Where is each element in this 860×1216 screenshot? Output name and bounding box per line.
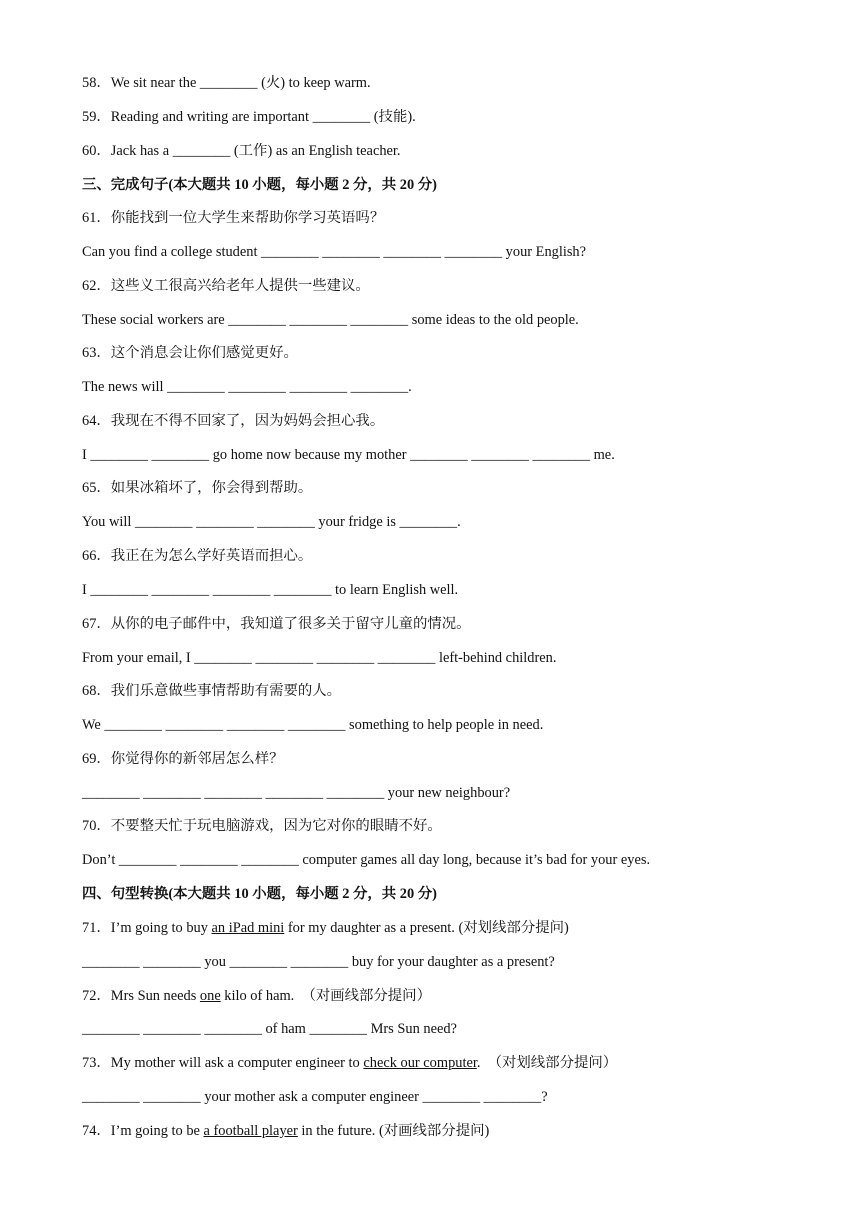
question-64-prompt: 64．我现在不得不回家了，因为妈妈会担心我。 bbox=[82, 413, 385, 429]
question-74-prompt bbox=[82, 1122, 489, 1140]
question-71-prompt bbox=[82, 919, 569, 937]
question-74-text-before: 74．I’m going to be bbox=[82, 1123, 204, 1139]
question-62-prompt: 62．这些义工很高兴给老年人提供一些建议。 bbox=[82, 278, 370, 294]
question-63-answer-line: The news will ________ ________ ________ ________. bbox=[82, 379, 412, 395]
question-59: 59．Reading and writing are important ________ (技能). bbox=[82, 109, 416, 125]
question-73-prompt bbox=[82, 1054, 617, 1072]
question-65-answer-line: You will ________ ________ ________ your fridge is ________. bbox=[82, 514, 461, 530]
question-73-underlined: check our computer bbox=[363, 1055, 477, 1071]
question-71-text-before: 71．I’m going to buy bbox=[82, 920, 212, 936]
question-68-prompt: 68．我们乐意做些事情帮助有需要的人。 bbox=[82, 683, 342, 699]
question-70-answer-line: Don’t ________ ________ ________ computer games all day long, because it’s bad for your eyes. bbox=[82, 852, 651, 868]
question-72-underlined: one bbox=[199, 988, 221, 1004]
question-69-answer-line: ________ ________ ________ ________ ________ your new neighbour? bbox=[82, 785, 511, 801]
question-71-answer-line: ________ ________ you ________ ________ buy for your daughter as a present? bbox=[82, 954, 555, 970]
question-70-prompt: 70．不要整天忙于玩电脑游戏，因为它对你的眼睛不好。 bbox=[82, 818, 442, 834]
question-65-prompt: 65．如果冰箱坏了，你会得到帮助。 bbox=[82, 480, 313, 496]
question-61-answer-line: Can you find a college student ________ ________ ________ ________ your English? bbox=[82, 244, 587, 260]
question-71-underlined: an iPad mini bbox=[211, 920, 285, 936]
question-73-text-before: 73．My mother will ask a computer engineer to bbox=[82, 1055, 364, 1071]
question-67-prompt: 67．从你的电子邮件中，我知道了很多关于留守儿童的情况。 bbox=[82, 616, 471, 632]
question-63-prompt: 63．这个消息会让你们感觉更好。 bbox=[82, 345, 298, 361]
question-67-answer-line: From your email, I ________ ________ ________ ________ left-behind children. bbox=[82, 650, 557, 666]
question-62-answer-line: These social workers are ________ ________ ________ some ideas to the old people. bbox=[82, 312, 579, 328]
question-72-text-after: kilo of ham. （对画线部分提问） bbox=[220, 988, 431, 1004]
question-66-prompt: 66．我正在为怎么学好英语而担心。 bbox=[82, 548, 313, 564]
question-60: 60．Jack has a ________ (工作) as an English teacher. bbox=[82, 143, 401, 159]
question-64-answer-line: I ________ ________ go home now because my mother ________ ________ ________ me. bbox=[82, 447, 615, 463]
section-3-heading: 三、完成句子(本大题共 10 小题，每小题 2 分，共 20 分) bbox=[82, 177, 437, 193]
question-73-answer-line: ________ ________ your mother ask a computer engineer ________ ________? bbox=[82, 1089, 548, 1105]
section-4-heading: 四、句型转换(本大题共 10 小题，每小题 2 分，共 20 分) bbox=[82, 886, 437, 902]
question-66-answer-line: I ________ ________ ________ ________ to learn English well. bbox=[82, 582, 459, 598]
question-69-prompt: 69．你觉得你的新邻居怎么样？ bbox=[82, 751, 284, 767]
question-74-underlined: a football player bbox=[203, 1123, 298, 1139]
question-71-text-after: for my daughter as a present. (对划线部分提问) bbox=[284, 920, 569, 936]
question-61-prompt: 61．你能找到一位大学生来帮助你学习英语吗？ bbox=[82, 210, 385, 226]
question-73-text-after: . （对划线部分提问） bbox=[476, 1055, 618, 1071]
question-74-text-after: in the future. (对画线部分提问) bbox=[297, 1123, 490, 1139]
question-72-prompt bbox=[82, 987, 431, 1005]
question-72-text-before: 72．Mrs Sun needs bbox=[82, 988, 200, 1004]
question-72-answer-line: ________ ________ ________ of ham ________ Mrs Sun need? bbox=[82, 1021, 457, 1037]
question-68-answer-line: We ________ ________ ________ ________ something to help people in need. bbox=[82, 717, 544, 733]
question-58: 58．We sit near the ________ (火) to keep warm. bbox=[82, 75, 371, 91]
